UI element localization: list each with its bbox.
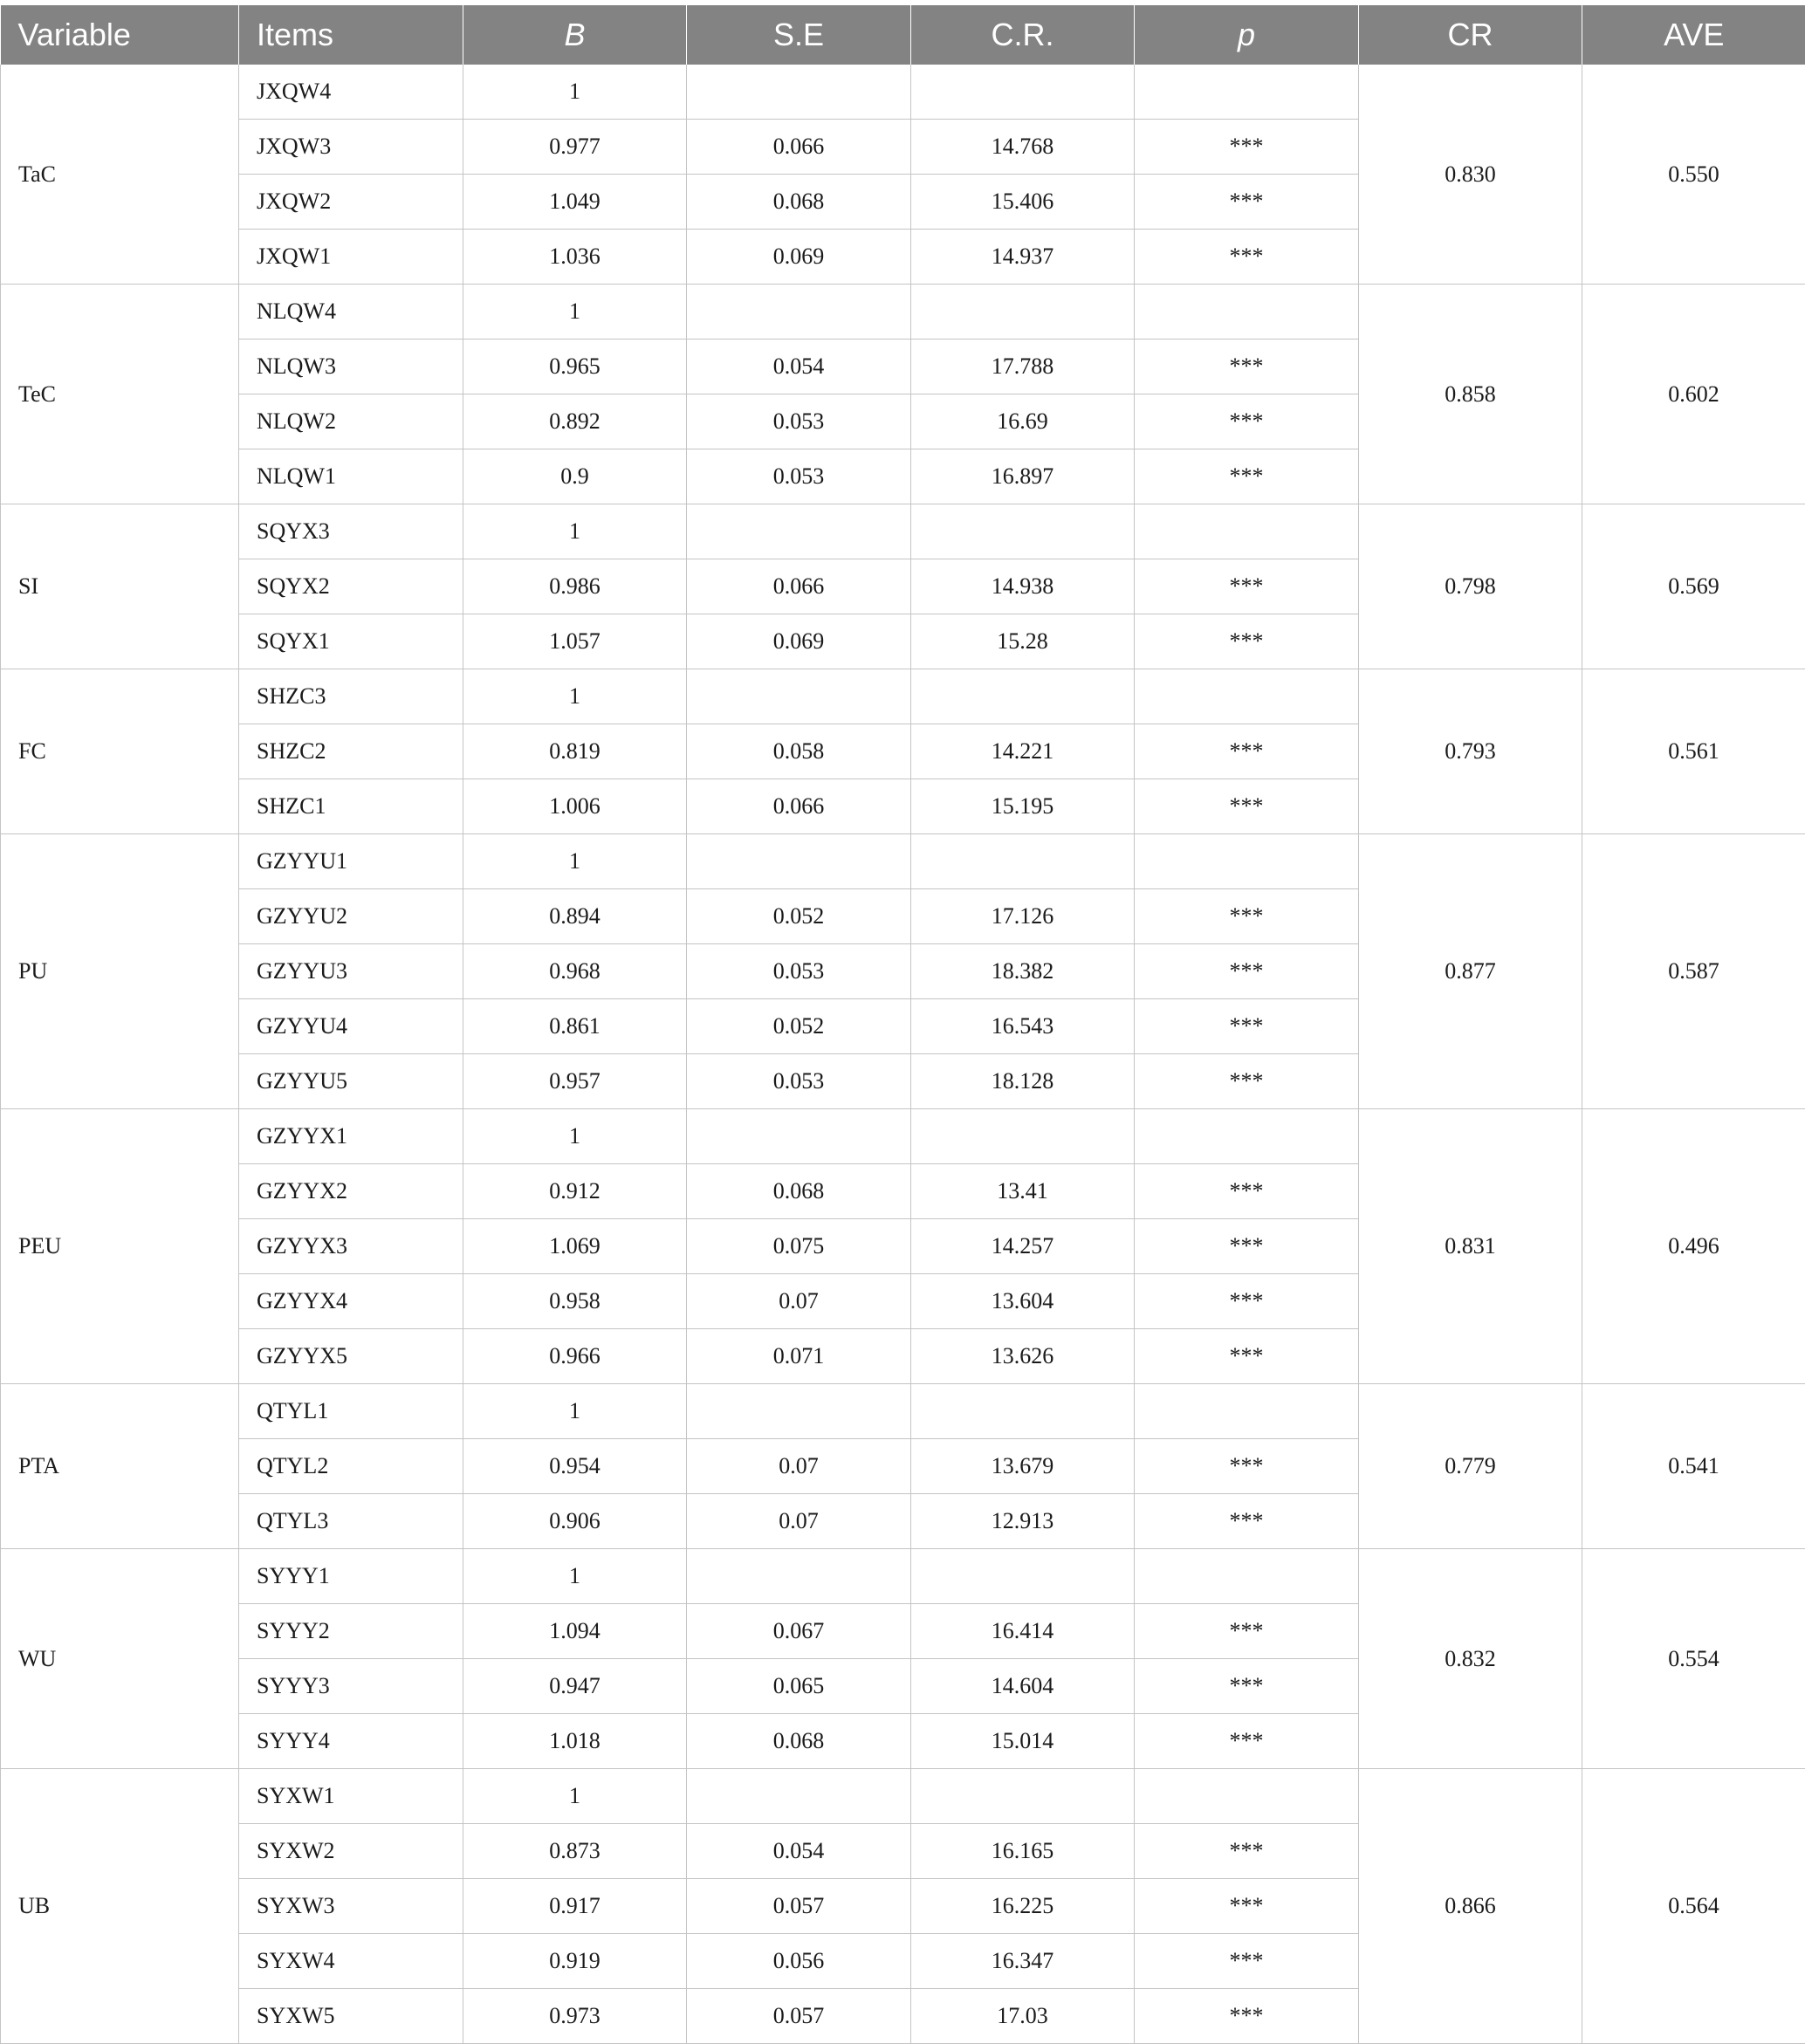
b-cell: 0.917 — [463, 1879, 687, 1934]
item-cell: GZYYU1 — [239, 834, 463, 889]
p-cell: *** — [1135, 614, 1359, 669]
p-cell: *** — [1135, 1659, 1359, 1714]
se-cell: 0.052 — [687, 889, 911, 944]
se-cell — [687, 1109, 911, 1164]
se-cell: 0.054 — [687, 340, 911, 394]
se-cell: 0.067 — [687, 1604, 911, 1659]
ave-cell — [1582, 1384, 1805, 1439]
cr-ratio-cell: 12.913 — [911, 1494, 1135, 1549]
se-cell: 0.071 — [687, 1329, 911, 1384]
p-cell — [1135, 1549, 1359, 1604]
p-cell: *** — [1135, 559, 1359, 614]
header-b: B — [463, 5, 687, 65]
item-cell: SYYY2 — [239, 1604, 463, 1659]
cr-ratio-cell — [911, 1384, 1135, 1439]
composite-reliability-cell — [1359, 1494, 1582, 1549]
cr-ratio-cell: 16.225 — [911, 1879, 1135, 1934]
item-cell: NLQW4 — [239, 285, 463, 340]
composite-reliability-cell: 0.877 — [1359, 834, 1582, 1109]
b-cell: 1 — [463, 504, 687, 559]
p-cell: *** — [1135, 394, 1359, 449]
composite-reliability-cell — [1359, 779, 1582, 834]
p-cell: *** — [1135, 230, 1359, 285]
item-cell: NLQW1 — [239, 449, 463, 504]
item-cell: SYXW5 — [239, 1989, 463, 2044]
ave-cell — [1582, 1494, 1805, 1549]
cr-ratio-cell: 15.195 — [911, 779, 1135, 834]
item-cell: NLQW2 — [239, 394, 463, 449]
p-cell: *** — [1135, 1164, 1359, 1219]
cr-ratio-cell: 16.347 — [911, 1934, 1135, 1989]
cr-ratio-cell — [911, 834, 1135, 889]
variable-cell: PU — [1, 834, 239, 1109]
composite-reliability-cell: 0.830 — [1359, 65, 1582, 285]
b-cell: 1 — [463, 834, 687, 889]
item-cell: JXQW3 — [239, 120, 463, 175]
table-row — [1, 1494, 1805, 1549]
cr-ratio-cell — [911, 1109, 1135, 1164]
item-cell: SHZC2 — [239, 724, 463, 779]
se-cell: 0.066 — [687, 120, 911, 175]
se-cell: 0.068 — [687, 1714, 911, 1769]
cr-ratio-cell: 14.938 — [911, 559, 1135, 614]
cfa-results-table — [0, 5, 1805, 2044]
b-cell: 0.958 — [463, 1274, 687, 1329]
p-cell — [1135, 834, 1359, 889]
header-row — [1, 5, 1805, 65]
variable-cell: FC — [1, 669, 239, 834]
table-row — [1, 669, 1805, 724]
p-cell — [1135, 1769, 1359, 1824]
b-cell: 1.018 — [463, 1714, 687, 1769]
b-cell: 0.906 — [463, 1494, 687, 1549]
item-cell: GZYYX4 — [239, 1274, 463, 1329]
ave-cell: 0.587 — [1582, 834, 1805, 1109]
header-se: S.E — [687, 5, 911, 65]
cr-ratio-cell: 14.937 — [911, 230, 1135, 285]
cr-ratio-cell: 18.382 — [911, 944, 1135, 999]
p-cell: *** — [1135, 724, 1359, 779]
table-row — [1, 1769, 1805, 1824]
b-cell: 1 — [463, 1109, 687, 1164]
se-cell: 0.066 — [687, 559, 911, 614]
ave-cell — [1582, 669, 1805, 724]
header-p: p — [1135, 5, 1359, 65]
se-cell — [687, 1384, 911, 1439]
table-row — [1, 1439, 1805, 1494]
se-cell — [687, 65, 911, 120]
cr-ratio-cell: 17.03 — [911, 1989, 1135, 2044]
item-cell: QTYL3 — [239, 1494, 463, 1549]
p-cell: *** — [1135, 779, 1359, 834]
b-cell: 0.965 — [463, 340, 687, 394]
cr-ratio-cell: 14.221 — [911, 724, 1135, 779]
se-cell: 0.068 — [687, 175, 911, 230]
cr-ratio-cell: 13.679 — [911, 1439, 1135, 1494]
p-cell — [1135, 1109, 1359, 1164]
b-cell: 0.973 — [463, 1989, 687, 2044]
item-cell: SYXW1 — [239, 1769, 463, 1824]
b-cell: 1 — [463, 669, 687, 724]
p-cell: *** — [1135, 1989, 1359, 2044]
ave-cell: 0.602 — [1582, 285, 1805, 504]
se-cell: 0.053 — [687, 449, 911, 504]
p-cell: *** — [1135, 1329, 1359, 1384]
item-cell: GZYYX1 — [239, 1109, 463, 1164]
composite-reliability-cell: 0.866 — [1359, 1769, 1582, 2044]
se-cell: 0.057 — [687, 1989, 911, 2044]
ave-cell — [1582, 779, 1805, 834]
table-row — [1, 559, 1805, 614]
variable-cell: WU — [1, 1549, 239, 1769]
cr-ratio-cell: 14.604 — [911, 1659, 1135, 1714]
variable-cell: PTA — [1, 1384, 239, 1549]
cr-ratio-cell: 17.126 — [911, 889, 1135, 944]
ave-cell — [1582, 614, 1805, 669]
se-cell: 0.056 — [687, 1934, 911, 1989]
b-cell: 1.049 — [463, 175, 687, 230]
p-cell — [1135, 1384, 1359, 1439]
b-cell: 1 — [463, 1769, 687, 1824]
p-cell: *** — [1135, 175, 1359, 230]
b-cell: 1 — [463, 1384, 687, 1439]
table-row — [1, 779, 1805, 834]
b-cell: 0.968 — [463, 944, 687, 999]
table-row — [1, 504, 1805, 559]
item-cell: SHZC1 — [239, 779, 463, 834]
item-cell: QTYL1 — [239, 1384, 463, 1439]
se-cell — [687, 834, 911, 889]
cr-ratio-cell: 13.626 — [911, 1329, 1135, 1384]
p-cell: *** — [1135, 1824, 1359, 1879]
cr-ratio-cell: 16.69 — [911, 394, 1135, 449]
cr-ratio-cell: 13.41 — [911, 1164, 1135, 1219]
se-cell: 0.052 — [687, 999, 911, 1054]
b-cell: 0.977 — [463, 120, 687, 175]
b-cell: 0.954 — [463, 1439, 687, 1494]
p-cell: *** — [1135, 1274, 1359, 1329]
cr-ratio-cell: 15.28 — [911, 614, 1135, 669]
se-cell: 0.054 — [687, 1824, 911, 1879]
p-cell: *** — [1135, 889, 1359, 944]
b-cell: 0.919 — [463, 1934, 687, 1989]
table-row — [1, 1384, 1805, 1439]
cr-ratio-cell: 18.128 — [911, 1054, 1135, 1109]
b-cell: 0.819 — [463, 724, 687, 779]
se-cell — [687, 285, 911, 340]
item-cell: GZYYX5 — [239, 1329, 463, 1384]
b-cell: 1 — [463, 285, 687, 340]
header-ave: AVE — [1582, 5, 1805, 65]
item-cell: JXQW1 — [239, 230, 463, 285]
table-row — [1, 65, 1805, 120]
item-cell: SQYX1 — [239, 614, 463, 669]
b-cell: 1.094 — [463, 1604, 687, 1659]
b-cell: 0.861 — [463, 999, 687, 1054]
composite-reliability-cell: 0.832 — [1359, 1549, 1582, 1769]
cr-ratio-cell: 15.014 — [911, 1714, 1135, 1769]
b-cell: 1.069 — [463, 1219, 687, 1274]
item-cell: SYXW3 — [239, 1879, 463, 1934]
cr-ratio-cell: 13.604 — [911, 1274, 1135, 1329]
se-cell: 0.053 — [687, 394, 911, 449]
variable-cell: PEU — [1, 1109, 239, 1384]
se-cell: 0.069 — [687, 614, 911, 669]
p-cell: *** — [1135, 1494, 1359, 1549]
variable-cell: TaC — [1, 65, 239, 285]
cr-ratio-cell: 15.406 — [911, 175, 1135, 230]
header-variable: Variable — [1, 5, 239, 65]
table-row — [1, 1109, 1805, 1164]
p-cell: *** — [1135, 340, 1359, 394]
cr-ratio-cell: 14.257 — [911, 1219, 1135, 1274]
composite-reliability-cell: 0.779 — [1359, 1439, 1582, 1494]
composite-reliability-cell — [1359, 1384, 1582, 1439]
b-cell: 0.966 — [463, 1329, 687, 1384]
ave-cell — [1582, 504, 1805, 559]
cr-ratio-cell — [911, 1769, 1135, 1824]
se-cell: 0.058 — [687, 724, 911, 779]
cr-ratio-cell: 16.414 — [911, 1604, 1135, 1659]
item-cell: JXQW2 — [239, 175, 463, 230]
cr-ratio-cell — [911, 285, 1135, 340]
b-cell: 0.947 — [463, 1659, 687, 1714]
b-cell: 1.057 — [463, 614, 687, 669]
se-cell: 0.069 — [687, 230, 911, 285]
item-cell: GZYYU3 — [239, 944, 463, 999]
se-cell — [687, 1769, 911, 1824]
table-row — [1, 285, 1805, 340]
b-cell: 0.957 — [463, 1054, 687, 1109]
b-cell: 1.006 — [463, 779, 687, 834]
cr-ratio-cell — [911, 65, 1135, 120]
b-cell: 1.036 — [463, 230, 687, 285]
header-items: Items — [239, 5, 463, 65]
cr-ratio-cell — [911, 1549, 1135, 1604]
item-cell: SYYY3 — [239, 1659, 463, 1714]
cr-ratio-cell: 16.543 — [911, 999, 1135, 1054]
item-cell: SQYX3 — [239, 504, 463, 559]
variable-cell: TeC — [1, 285, 239, 504]
composite-reliability-cell: 0.831 — [1359, 1109, 1582, 1384]
table-body — [1, 65, 1805, 2044]
se-cell: 0.053 — [687, 944, 911, 999]
b-cell: 0.9 — [463, 449, 687, 504]
composite-reliability-cell — [1359, 504, 1582, 559]
item-cell: JXQW4 — [239, 65, 463, 120]
composite-reliability-cell — [1359, 614, 1582, 669]
p-cell: *** — [1135, 1879, 1359, 1934]
composite-reliability-cell: 0.798 — [1359, 559, 1582, 614]
ave-cell: 0.554 — [1582, 1549, 1805, 1769]
header-cr-ratio: C.R. — [911, 5, 1135, 65]
cr-ratio-cell — [911, 669, 1135, 724]
p-cell: *** — [1135, 1054, 1359, 1109]
p-cell: *** — [1135, 944, 1359, 999]
ave-cell: 0.541 — [1582, 1439, 1805, 1494]
b-cell: 1 — [463, 1549, 687, 1604]
table-header — [1, 5, 1805, 65]
item-cell: SHZC3 — [239, 669, 463, 724]
ave-cell: 0.496 — [1582, 1109, 1805, 1384]
header-composite-reliability: CR — [1359, 5, 1582, 65]
se-cell: 0.068 — [687, 1164, 911, 1219]
item-cell: GZYYX2 — [239, 1164, 463, 1219]
p-cell: *** — [1135, 449, 1359, 504]
se-cell: 0.057 — [687, 1879, 911, 1934]
ave-cell: 0.564 — [1582, 1769, 1805, 2044]
p-cell: *** — [1135, 1219, 1359, 1274]
se-cell: 0.07 — [687, 1494, 911, 1549]
cr-ratio-cell: 14.768 — [911, 120, 1135, 175]
b-cell: 0.986 — [463, 559, 687, 614]
b-cell: 0.912 — [463, 1164, 687, 1219]
p-cell — [1135, 65, 1359, 120]
se-cell: 0.053 — [687, 1054, 911, 1109]
item-cell: GZYYU5 — [239, 1054, 463, 1109]
se-cell — [687, 1549, 911, 1604]
p-cell — [1135, 504, 1359, 559]
b-cell: 0.894 — [463, 889, 687, 944]
p-cell: *** — [1135, 1714, 1359, 1769]
table-row — [1, 1549, 1805, 1604]
se-cell: 0.066 — [687, 779, 911, 834]
variable-cell: UB — [1, 1769, 239, 2044]
variable-cell: SI — [1, 504, 239, 669]
b-cell: 0.873 — [463, 1824, 687, 1879]
item-cell: SQYX2 — [239, 559, 463, 614]
cr-ratio-cell: 16.165 — [911, 1824, 1135, 1879]
se-cell — [687, 504, 911, 559]
item-cell: GZYYU2 — [239, 889, 463, 944]
p-cell: *** — [1135, 1439, 1359, 1494]
p-cell: *** — [1135, 999, 1359, 1054]
item-cell: SYYY4 — [239, 1714, 463, 1769]
item-cell: SYYY1 — [239, 1549, 463, 1604]
composite-reliability-cell: 0.793 — [1359, 724, 1582, 779]
b-cell: 1 — [463, 65, 687, 120]
cr-ratio-cell — [911, 504, 1135, 559]
p-cell: *** — [1135, 1934, 1359, 1989]
item-cell: GZYYU4 — [239, 999, 463, 1054]
ave-cell: 0.550 — [1582, 65, 1805, 285]
table-row — [1, 724, 1805, 779]
table-row — [1, 834, 1805, 889]
cr-ratio-cell: 17.788 — [911, 340, 1135, 394]
ave-cell: 0.569 — [1582, 559, 1805, 614]
composite-reliability-cell — [1359, 669, 1582, 724]
se-cell — [687, 669, 911, 724]
ave-cell: 0.561 — [1582, 724, 1805, 779]
item-cell: SYXW4 — [239, 1934, 463, 1989]
table-row — [1, 614, 1805, 669]
item-cell: QTYL2 — [239, 1439, 463, 1494]
se-cell: 0.065 — [687, 1659, 911, 1714]
item-cell: NLQW3 — [239, 340, 463, 394]
se-cell: 0.07 — [687, 1274, 911, 1329]
p-cell — [1135, 285, 1359, 340]
p-cell: *** — [1135, 1604, 1359, 1659]
cr-ratio-cell: 16.897 — [911, 449, 1135, 504]
b-cell: 0.892 — [463, 394, 687, 449]
se-cell: 0.07 — [687, 1439, 911, 1494]
composite-reliability-cell: 0.858 — [1359, 285, 1582, 504]
item-cell: SYXW2 — [239, 1824, 463, 1879]
se-cell: 0.075 — [687, 1219, 911, 1274]
p-cell: *** — [1135, 120, 1359, 175]
item-cell: GZYYX3 — [239, 1219, 463, 1274]
p-cell — [1135, 669, 1359, 724]
